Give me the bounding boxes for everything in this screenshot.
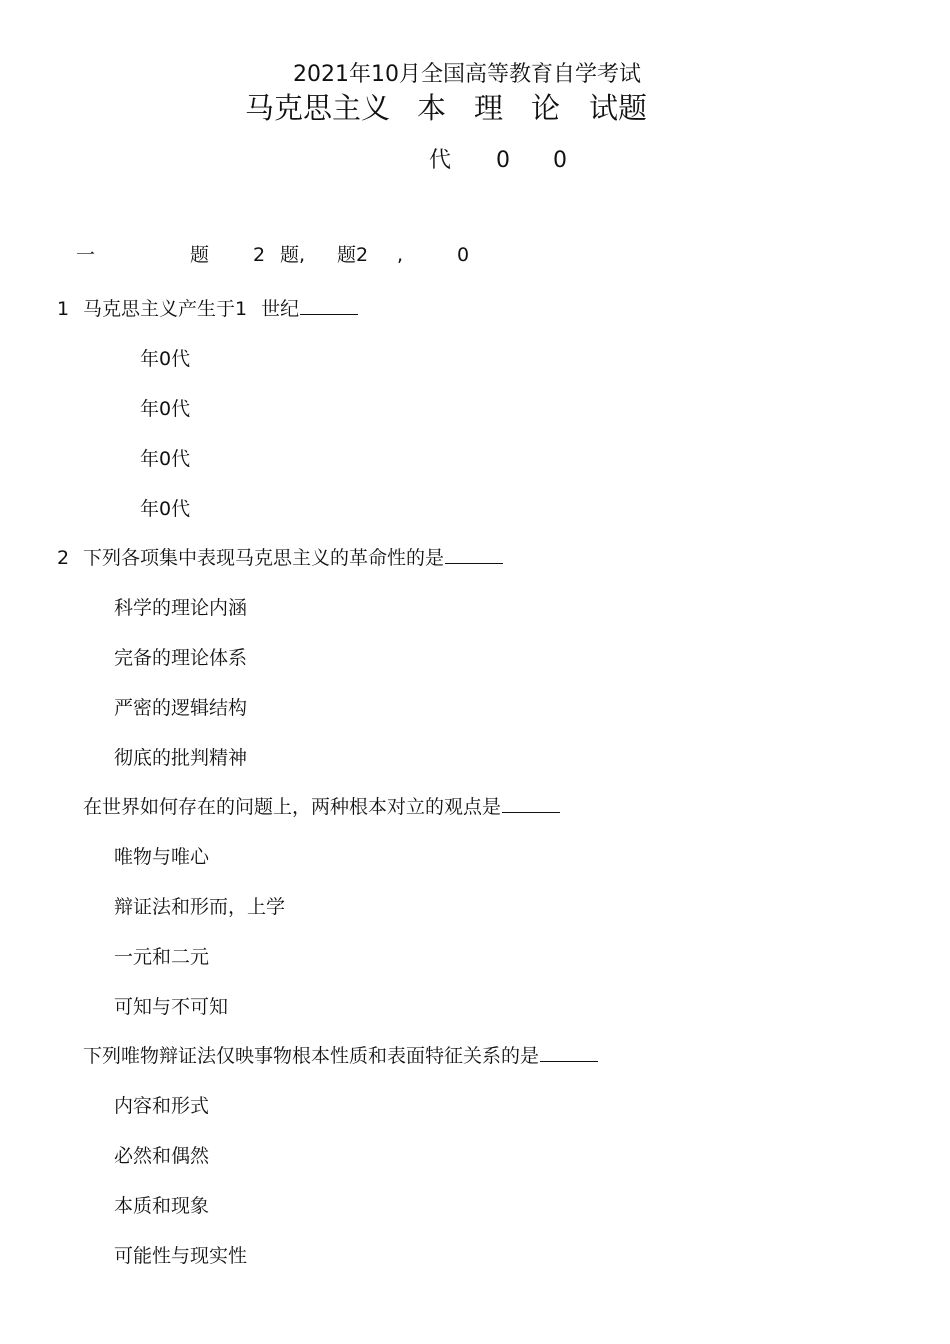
section-part: 题2	[337, 244, 369, 266]
title-part: 本	[417, 91, 447, 125]
option: 可能性与现实性	[114, 1245, 248, 1267]
question-text	[83, 549, 503, 568]
section-part: 一	[76, 244, 96, 266]
option: 年0代	[140, 348, 191, 370]
question-number: 2	[57, 547, 70, 569]
question-text-main: 在世界如何存在的问题上，两种根本对立的观点是	[83, 796, 502, 818]
section-part: 题,	[280, 244, 306, 266]
answer-blank	[300, 313, 358, 315]
answer-blank	[540, 1060, 598, 1062]
code-part: 0	[553, 148, 567, 173]
question-text	[83, 1047, 598, 1066]
code-part: 代	[429, 148, 452, 173]
exam-header-line: 2021年10月全国高等教育自学考试	[293, 62, 641, 87]
section-part: 0	[457, 244, 470, 266]
answer-blank	[445, 562, 503, 564]
option: 完备的理论体系	[114, 647, 248, 669]
question-text-main: 下列唯物辩证法仅映事物根本性质和表面特征关系的是	[83, 1045, 540, 1067]
answer-blank	[502, 811, 560, 813]
question-number: 1	[57, 298, 70, 320]
option: 年0代	[140, 398, 191, 420]
section-part: 2	[253, 244, 266, 266]
title-part: 马克思主义	[245, 91, 391, 125]
option: 必然和偶然	[114, 1145, 210, 1167]
question-text-main: 马克思主义产生于1	[83, 298, 248, 320]
option: 内容和形式	[114, 1095, 210, 1117]
option: 年0代	[140, 448, 191, 470]
section-part: 题	[190, 244, 210, 266]
option: 科学的理论内涵	[114, 597, 248, 619]
option: 本质和现象	[114, 1195, 210, 1217]
option: 严密的逻辑结构	[114, 697, 248, 719]
question-text-suffix: 世纪	[261, 298, 300, 320]
option: 一元和二元	[114, 946, 210, 968]
title-part: 论	[531, 91, 561, 125]
code-part: 0	[496, 148, 510, 173]
section-part: ,	[397, 244, 404, 266]
option: 可知与不可知	[114, 996, 229, 1018]
question-text	[83, 300, 358, 319]
option: 唯物与唯心	[114, 846, 210, 868]
title-part: 试题	[589, 91, 648, 125]
option: 彻底的批判精神	[114, 747, 248, 769]
title-part: 理	[474, 91, 504, 125]
option: 年0代	[140, 498, 191, 520]
option: 辩证法和形而，上学	[114, 896, 286, 918]
question-text	[83, 798, 560, 817]
question-text-main: 下列各项集中表现马克思主义的革命性的是	[83, 547, 445, 569]
